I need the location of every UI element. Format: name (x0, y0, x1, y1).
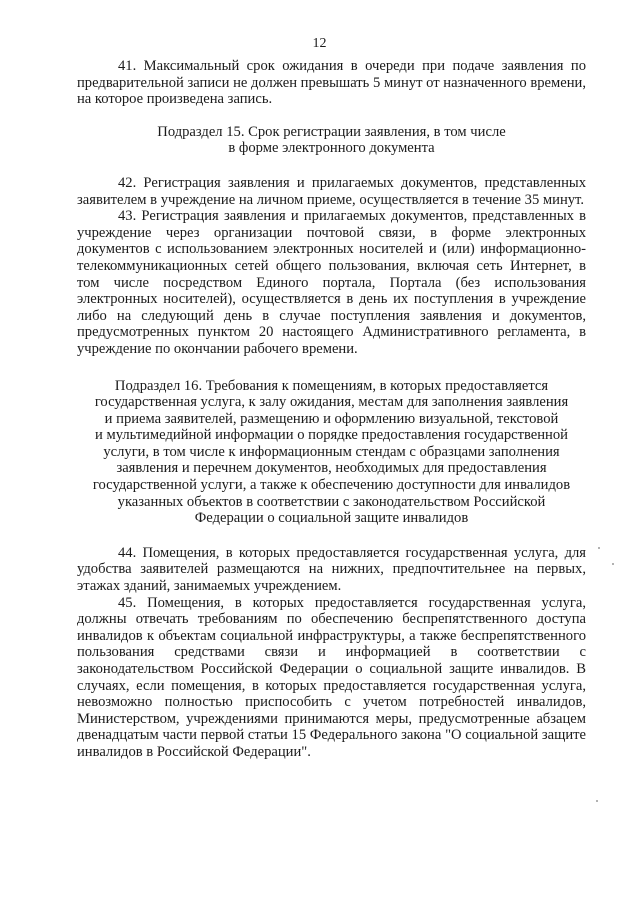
paragraph-44: 44. Помещения, в которых предоставляется государственная услуга, для удобства заявителей размещаются на нижних, предпочтительнее на первых, этажах зданий, занимаемых учреждением. (77, 544, 586, 595)
heading-line: и мультимедийной информации о порядке предоставления государственной (95, 427, 568, 444)
subsection-15-heading (77, 124, 586, 157)
heading-line: услуги, в том числе к информационным стендам с образцами заполнения (103, 443, 560, 460)
heading-line: указанных объектов в соответствии с законодательством Российской (117, 493, 546, 510)
subsection-16-heading (77, 378, 586, 527)
heading-line: заявления и перечнем документов, необходимых для предоставления (116, 460, 547, 477)
heading-line: Федерации о социальной защите инвалидов (194, 510, 469, 527)
heading-line: Подраздел 16. Требования к помещениям, в которых предоставляется (114, 377, 549, 394)
heading-line: государственной услуги, а также к обеспечению доступности для инвалидов (92, 477, 571, 494)
scan-speck (612, 563, 614, 565)
heading-line: государственная услуга, к залу ожидания, местам для заполнения заявления (94, 394, 569, 411)
paragraph-42: 42. Регистрация заявления и прилагаемых документов, представленных заявителем в учреждение на личном приеме, осуществляется в течение 35 минут. (77, 174, 586, 208)
paragraph-43: 43. Регистрация заявления и прилагаемых документов, представленных в учреждение через организации почтовой связи, в форме электронных документов с использованием электронных носителей и (или) информационно-телекоммуникационных сетей общего пользования, включая сеть Интернет, в том числе посредством Единого портала, Портала (без использования электронных носителей), осуществляется в день их поступления в учреждение либо на следующий день в случае поступления заявления и документов, предусмотренных пунктом 20 настоящего Административного регламента, в учреждение по окончании рабочего времени. (77, 208, 586, 357)
paragraph-45: 45. Помещения, в которых предоставляется государственная услуга, должны отвечать требованиям по обеспечению беспрепятственного доступа инвалидов к объектам социальной инфраструктуры, а также беспрепятственного пользования средствами связи и информацией в соответствии с законодательством Российской Федерации о социальной защите инвалидов. В случаях, если помещения, в которых предоставляется государственная услуга, невозможно полностью приспособить с учетом потребностей инвалидов, Министерством, учреждениями принимаются меры, предусмотренные абзацем двенадцатым части первой статьи 15 Федерального закона "О социальной защите инвалидов в Российской Федерации". (77, 594, 586, 760)
heading-line: Подраздел 15. Срок регистрации заявления, в том числе (157, 123, 506, 140)
page-number: 12 (312, 36, 327, 51)
paragraph-41: 41. Максимальный срок ожидания в очереди при подаче заявления по предварительной записи не должен превышать 5 минут от назначенного времени, на которое произведена запись. (77, 58, 586, 108)
heading-line: в форме электронного документа (228, 140, 435, 157)
heading-line: и приема заявителей, размещению и оформлению визуальной, текстовой (104, 410, 559, 427)
page-content (77, 58, 586, 761)
scan-speck (596, 800, 598, 802)
scan-speck (598, 547, 600, 549)
